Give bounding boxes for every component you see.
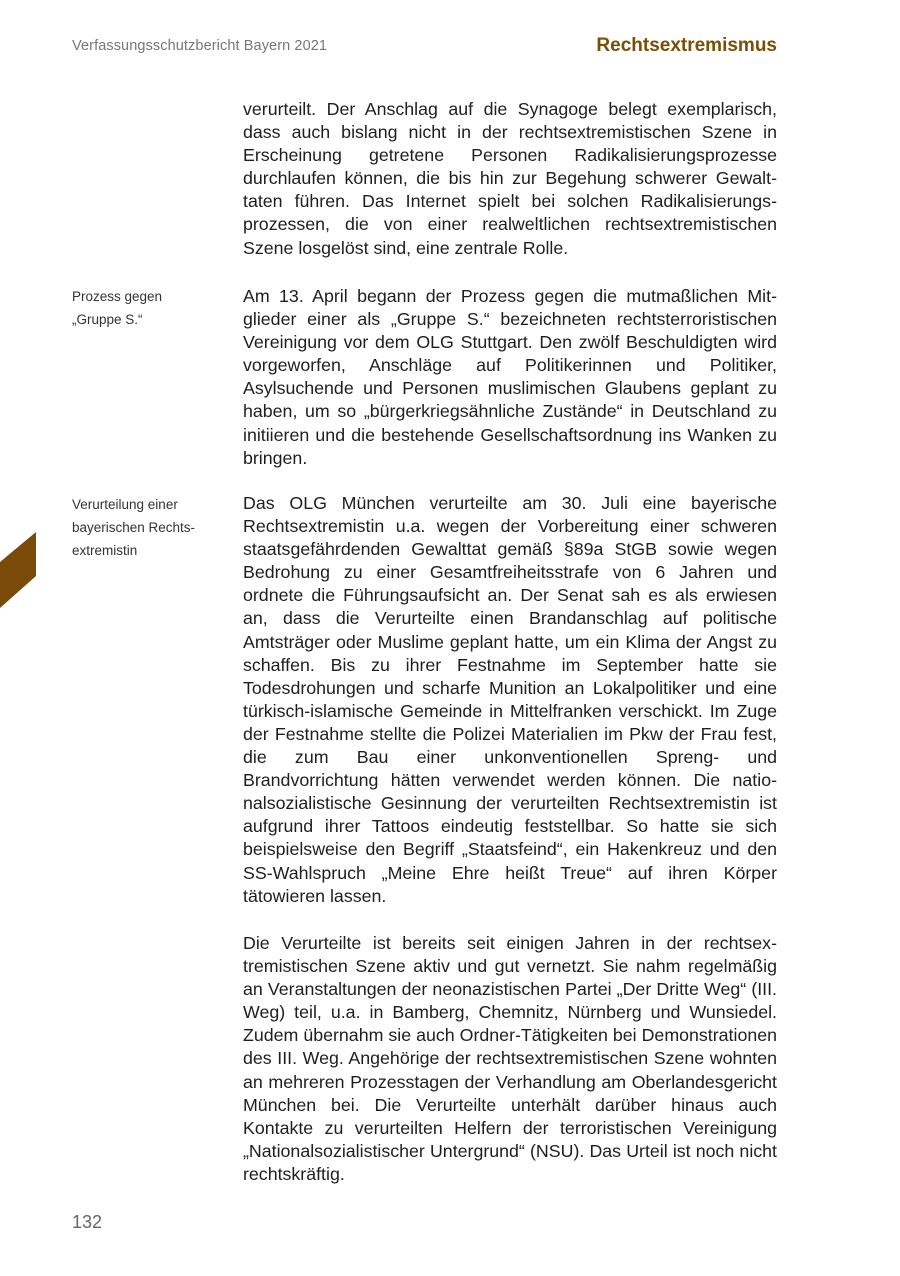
margin-note-line: „Gruppe S.“ bbox=[72, 312, 143, 327]
paragraph-gruppe-s-trial: Am 13. April begann der Prozess gegen die mutmaßlichen Mitglieder einer als „Gruppe S.“ bezeichneten rechtsterroristischen Vereinigung vor dem OLG Stuttgart. Den zwölf Beschuldigten wird vorgeworfen, Anschläge auf Politikerinnen und Politiker, Asylsuchende und Personen muslimischen Glaubens geplant zu haben, um so „bürgerkriegsähnliche Zustände“ in Deutschland zu initiieren und die bestehende Gesellschaftsordnung ins Wanken zu bringen. bbox=[243, 286, 777, 468]
margin-note-verurteilung bbox=[72, 493, 222, 562]
paragraph-synagogue: verurteilt. Der Anschlag auf die Synagoge belegt exemplarisch, dass auch bislang nicht in der rechtsextremistischen Szene in Erscheinung getretene Personen Radikalisierungsprozesse durchlaufen können, die bis hin zur Begehung schwerer Gewalttaten führen. Das Internet spielt bei solchen Radikalisierungsprozessen, die von einer realweltlichen rechtsextremistischen Szene losgelöst sind, eine zentrale Rolle. bbox=[243, 99, 777, 258]
chapter-tab-marker bbox=[0, 532, 36, 608]
section-title: Rechtsextremismus bbox=[596, 35, 777, 56]
paragraph-olg-muenchen-verdict: Das OLG München verurteilte am 30. Juli eine bayerische Rechtsextremistin u.a. wegen der Vorbereitung einer schweren staatsgefährdenden Gewalttat gemäß §89a StGB sowie wegen Bedrohung zu einer Gesamtfreiheitsstrafe von 6 Jahren und ordnete die Führungsaufsicht an. Der Senat sah es als erwiesen an, dass die Verurteilte einen Brandanschlag auf politische Amtsträger oder Muslime geplant hatte, um ein Klima der Angst zu schaffen. Bis zu ihrer Festnahme im September hatte sie Todesdrohungen und scharfe Munition an Lokalpolitiker und eine türkisch-islamische Gemeinde in Mittelfranken verschickt. Im Zuge der Festnahme stellte die Polizei Materialien im Pkw der Frau fest, die zum Bau einer unkonventionellen Spreng- und Brandvorrichtung hätten verwendet werden können. Die nationalsozialistische Gesinnung der verurteilten Rechtsextremistin ist aufgrund ihrer Tattoos eindeutig feststellbar. So hatte sie sich beispielsweise den Begriff „Staatsfeind“, ein Hakenkreuz und den SS-Wahlspruch „Meine Ehre heißt Treue“ auf ihren Körper tätowieren lassen. bbox=[243, 493, 777, 906]
paragraph-network-activity: Die Verurteilte ist bereits seit einigen Jahren in der rechtsextremistischen Szene aktiv und gut vernetzt. Sie nahm regelmäßig an Veranstaltungen der neonazistischen Partei „Der Dritte Weg“ (III. Weg) teil, u.a. in Bamberg, Chemnitz, Nürnberg und Wunsiedel. Zudem übernahm sie auch Ordner-Tätigkeiten bei Demonstrationen des III. Weg. Angehörige der rechtsextremistischen Szene wohnten an mehreren Prozesstagen der Verhandlung am Oberlandesgericht München bei. Die Verurteilte unterhält darüber hinaus auch Kontakte zu verurteilten Helfern der terroristischen Vereinigung „Nationalsozialistischer Untergrund“ (NSU). Das Urteil ist noch nicht rechtskräftig. bbox=[243, 933, 777, 1184]
margin-note-line: Prozess gegen bbox=[72, 289, 163, 304]
margin-note-gruppe-s bbox=[72, 285, 222, 331]
margin-note-line: bayerischen Rechts- bbox=[72, 520, 196, 535]
page-number: 132 bbox=[72, 1212, 103, 1232]
margin-note-line: Verurteilung einer bbox=[72, 497, 178, 512]
running-header-title: Verfassungsschutzbericht Bayern 2021 bbox=[72, 38, 328, 54]
margin-note-line: extremistin bbox=[72, 543, 138, 558]
